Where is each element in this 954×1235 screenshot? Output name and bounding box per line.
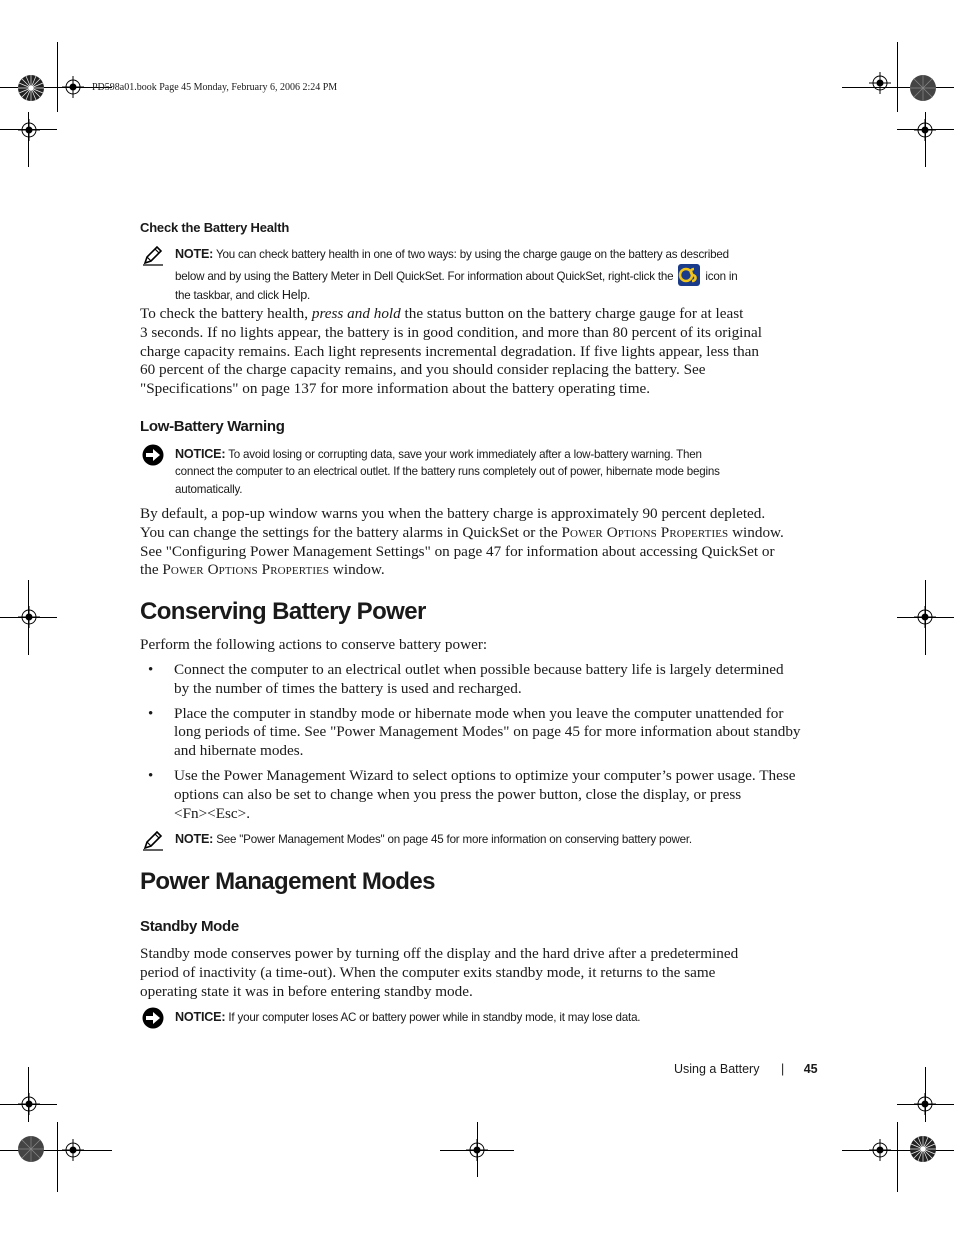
body-text: window. xyxy=(332,561,385,579)
list-item-text: <Fn><Esc>. xyxy=(174,804,251,822)
list-item-text: Connect the computer to an electrical outlet when possible because battery life is largely determined xyxy=(174,661,784,678)
footer-separator: | xyxy=(780,1062,785,1076)
registration-mark-icon xyxy=(18,1093,40,1115)
registration-mark-icon xyxy=(914,606,936,628)
notice-label: NOTICE: xyxy=(175,1010,226,1024)
notice-text: connect the computer to an electrical outlet. If the battery runs completely out of power, hibernate mode begins xyxy=(175,465,720,479)
bullet-glyph: • xyxy=(148,705,154,722)
crop-mark xyxy=(57,42,58,112)
notice-text: To avoid losing or corrupting data, save your work immediately after a low-battery warning. Then xyxy=(228,448,702,461)
note-text: See "Power Management Modes" on page 45 for more information on conserving battery power. xyxy=(216,833,692,846)
registration-mark-icon xyxy=(914,1093,936,1115)
check-health-heading: Check the Battery Health xyxy=(140,220,290,235)
bullet-list xyxy=(140,661,830,823)
body-text: You can change the settings for the battery alarms in QuickSet or the xyxy=(140,523,558,541)
page-number: 45 xyxy=(803,1062,818,1076)
list-item-text: by the number of times the battery is used and recharged. xyxy=(174,679,522,697)
note-text: below and by using the Battery Meter in Dell QuickSet. For information about QuickSet, right-click the xyxy=(175,270,674,284)
crop-mark xyxy=(897,42,898,112)
crop-mark xyxy=(57,1122,58,1192)
note-text: icon in xyxy=(705,270,738,284)
conserving-intro: Perform the following actions to conserve battery power: xyxy=(140,636,488,653)
note-block xyxy=(175,246,825,305)
registration-mark-icon xyxy=(62,76,84,98)
list-item xyxy=(140,705,830,761)
notice-arrow-icon xyxy=(142,1007,164,1029)
crop-mark xyxy=(842,1150,954,1151)
power-modes-heading: Power Management Modes xyxy=(140,868,435,895)
note-label: NOTE: xyxy=(175,247,214,261)
note-label: NOTE: xyxy=(175,832,214,846)
note-text: the taskbar, and click xyxy=(175,289,279,303)
body-text: period of inactivity (a time-out). When the computer exits standby mode, it returns to the same xyxy=(140,963,716,981)
body-text: See "Configuring Power Management Settings" on page 47 for information about accessing QuickSet or xyxy=(140,542,775,560)
registration-mark-icon xyxy=(466,1139,488,1161)
body-text: the xyxy=(140,561,159,579)
ui-window-name: Power Options Properties xyxy=(162,561,330,579)
body-text: By default, a pop-up window warns you when the battery charge is approximately 90 percent depleted. xyxy=(140,505,766,522)
starburst-icon xyxy=(909,1135,937,1163)
body-text: window. xyxy=(732,523,784,541)
print-slug: PD598a01.book Page 45 Monday, February 6, 2006 2:24 PM xyxy=(92,82,338,93)
conserving-heading: Conserving Battery Power xyxy=(140,598,426,625)
list-item-text: options can also be set to change when you press the power button, close the display, or press xyxy=(174,785,742,803)
body-emphasis: press and hold xyxy=(311,305,401,322)
list-item-text: and hibernate modes. xyxy=(174,742,304,760)
registration-mark-icon xyxy=(869,1139,891,1161)
note-text: You can check battery health in one of two ways: by using the charge gauge on the battery as described xyxy=(216,248,729,261)
registration-mark-icon xyxy=(914,119,936,141)
crop-mark xyxy=(842,87,954,88)
bullet-glyph: • xyxy=(148,662,154,678)
note-pencil-icon xyxy=(142,244,164,266)
notice-text: automatically. xyxy=(175,482,243,496)
crop-mark xyxy=(897,1122,898,1192)
low-battery-heading: Low-Battery Warning xyxy=(140,418,285,435)
starburst-icon xyxy=(909,74,937,102)
list-item-text: Place the computer in standby mode or hibernate mode when you leave the computer unattended for xyxy=(174,704,784,722)
footer-section: Using a Battery xyxy=(674,1062,760,1076)
registration-mark-icon xyxy=(62,1139,84,1161)
low-battery-paragraph xyxy=(140,505,830,580)
notice-block xyxy=(175,1009,825,1026)
body-text: 60 percent of the charge capacity remains, and you should consider replacing the battery. See xyxy=(140,361,706,379)
notice-text: If your computer loses AC or battery power while in standby mode, it may lose data. xyxy=(228,1011,641,1024)
starburst-icon xyxy=(17,1135,45,1163)
list-item-text: long periods of time. See "Power Management Modes" on page 45 for more information about standby xyxy=(174,723,801,741)
list-item xyxy=(140,661,830,699)
help-menu-name: Help xyxy=(281,288,308,303)
note-text: . xyxy=(307,289,311,303)
page-footer xyxy=(674,1062,818,1076)
notice-arrow-icon xyxy=(142,444,164,466)
registration-mark-icon xyxy=(18,119,40,141)
body-text: Standby mode conserves power by turning off the display and the hard drive after a predetermined xyxy=(140,945,739,962)
ui-window-name: Power Options Properties xyxy=(561,523,729,541)
body-text: the status button on the battery charge gauge for at least xyxy=(404,305,744,322)
body-text: 3 seconds. If no lights appear, the battery is in good condition, and more than 80 percent of its original xyxy=(140,323,762,341)
note-block xyxy=(175,831,825,848)
list-item-text: Use the Power Management Wizard to select options to optimize your computer’s power usage. These xyxy=(174,766,796,784)
body-text: To check the battery health, xyxy=(140,305,309,322)
list-item xyxy=(140,767,830,823)
notice-label: NOTICE: xyxy=(175,447,226,461)
body-text: charge capacity remains. Each light represents incremental degradation. If five lights appear, less than xyxy=(140,342,760,360)
body-text: "Specifications" on page 137 for more information about the battery operating time. xyxy=(140,380,651,398)
check-health-paragraph xyxy=(140,305,820,399)
quickset-icon xyxy=(677,263,701,287)
body-text: operating state it was in before entering standby mode. xyxy=(140,982,473,1000)
registration-mark-icon xyxy=(18,606,40,628)
notice-block xyxy=(175,446,825,498)
bullet-glyph: • xyxy=(148,767,154,784)
starburst-icon xyxy=(17,74,45,102)
note-pencil-icon xyxy=(142,829,164,851)
standby-heading: Standby Mode xyxy=(140,918,239,935)
standby-paragraph xyxy=(140,945,830,1001)
registration-mark-icon xyxy=(869,72,891,94)
